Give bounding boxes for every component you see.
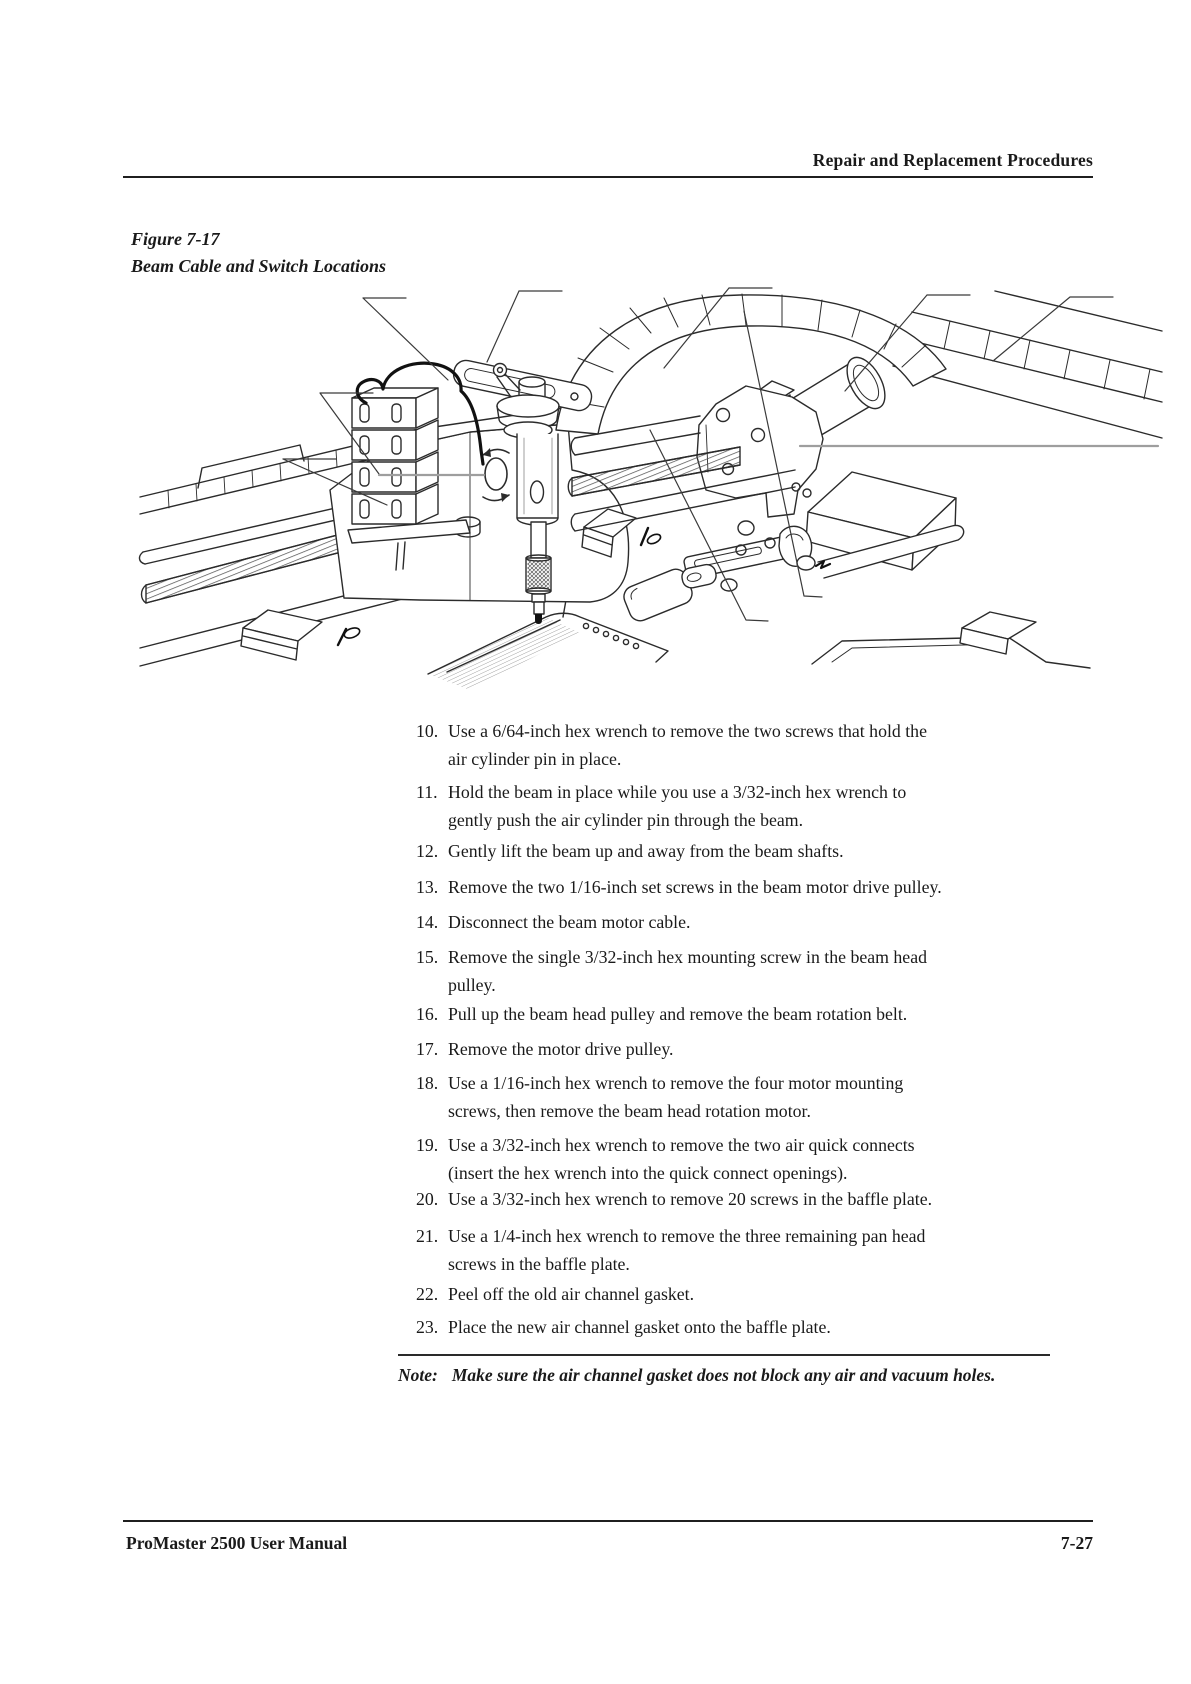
step-text: Pull up the beam head pulley and remove the beam rotation belt. bbox=[448, 1004, 908, 1024]
figure-label: Figure 7-17 bbox=[131, 229, 220, 249]
cable-pigtail bbox=[338, 626, 361, 645]
step-text: air cylinder pin in place. bbox=[448, 749, 622, 769]
step-text: Remove the single 3/32-inch hex mounting screw in the beam head bbox=[448, 947, 927, 967]
running-header-text: Repair and Replacement Procedures bbox=[812, 150, 1093, 170]
step-number: 11. bbox=[416, 782, 438, 802]
step-text: Gently lift the beam up and away from the beam shafts. bbox=[448, 841, 844, 861]
note-rule bbox=[398, 1354, 1050, 1356]
footer-rule bbox=[123, 1520, 1093, 1522]
step-number: 23. bbox=[416, 1317, 439, 1337]
step-text: Use a 1/4-inch hex wrench to remove the three remaining pan head bbox=[448, 1226, 926, 1246]
step-text: Hold the beam in place while you use a 3/32-inch hex wrench to bbox=[448, 782, 907, 802]
step-text: Remove the two 1/16-inch set screws in the beam motor drive pulley. bbox=[448, 877, 942, 897]
step-text: Use a 3/32-inch hex wrench to remove 20 screws in the baffle plate. bbox=[448, 1189, 933, 1209]
footer-page-number: 7-27 bbox=[1060, 1533, 1093, 1553]
step-text: Remove the motor drive pulley. bbox=[448, 1039, 674, 1059]
step-number: 22. bbox=[416, 1284, 439, 1304]
step-text: Disconnect the beam motor cable. bbox=[448, 912, 691, 932]
step-number: 13. bbox=[416, 877, 439, 897]
mounting-foot bbox=[241, 610, 322, 660]
step-number: 18. bbox=[416, 1073, 439, 1093]
step-text: Use a 3/32-inch hex wrench to remove the two air quick connects bbox=[448, 1135, 915, 1155]
baffle-plate bbox=[428, 593, 668, 690]
step-text: gently push the air cylinder pin through the beam. bbox=[448, 810, 804, 830]
step-text: Peel off the old air channel gasket. bbox=[448, 1284, 695, 1304]
step-number: 14. bbox=[416, 912, 439, 932]
electronics-box bbox=[806, 472, 964, 578]
step-text: Use a 1/16-inch hex wrench to remove the four motor mounting bbox=[448, 1073, 904, 1093]
step-number: 21. bbox=[416, 1226, 439, 1246]
step-text: Place the new air channel gasket onto the baffle plate. bbox=[448, 1317, 831, 1337]
step-text: (insert the hex wrench into the quick connect openings). bbox=[448, 1163, 848, 1183]
step-text: screws, then remove the beam head rotation motor. bbox=[448, 1101, 811, 1121]
step-number: 17. bbox=[416, 1039, 439, 1059]
note-text: Make sure the air channel gasket does not block any air and vacuum holes. bbox=[451, 1365, 996, 1385]
cable-pigtail bbox=[641, 528, 662, 546]
step-number: 16. bbox=[416, 1004, 439, 1024]
step-number: 15. bbox=[416, 947, 439, 967]
table-plate-corner bbox=[812, 612, 1090, 668]
step-text: screws in the baffle plate. bbox=[448, 1254, 630, 1274]
step-number: 20. bbox=[416, 1189, 439, 1209]
step-text: pulley. bbox=[448, 975, 496, 995]
step-number: 12. bbox=[416, 841, 439, 861]
note-label: Note: bbox=[398, 1365, 438, 1385]
step-text: Use a 6/64-inch hex wrench to remove the two screws that hold the bbox=[448, 721, 927, 741]
step-number: 10. bbox=[416, 721, 439, 741]
note bbox=[398, 1362, 1068, 1388]
figure-title: Beam Cable and Switch Locations bbox=[131, 256, 387, 276]
step-number: 19. bbox=[416, 1135, 439, 1155]
footer-manual-title: ProMaster 2500 User Manual bbox=[126, 1533, 348, 1553]
